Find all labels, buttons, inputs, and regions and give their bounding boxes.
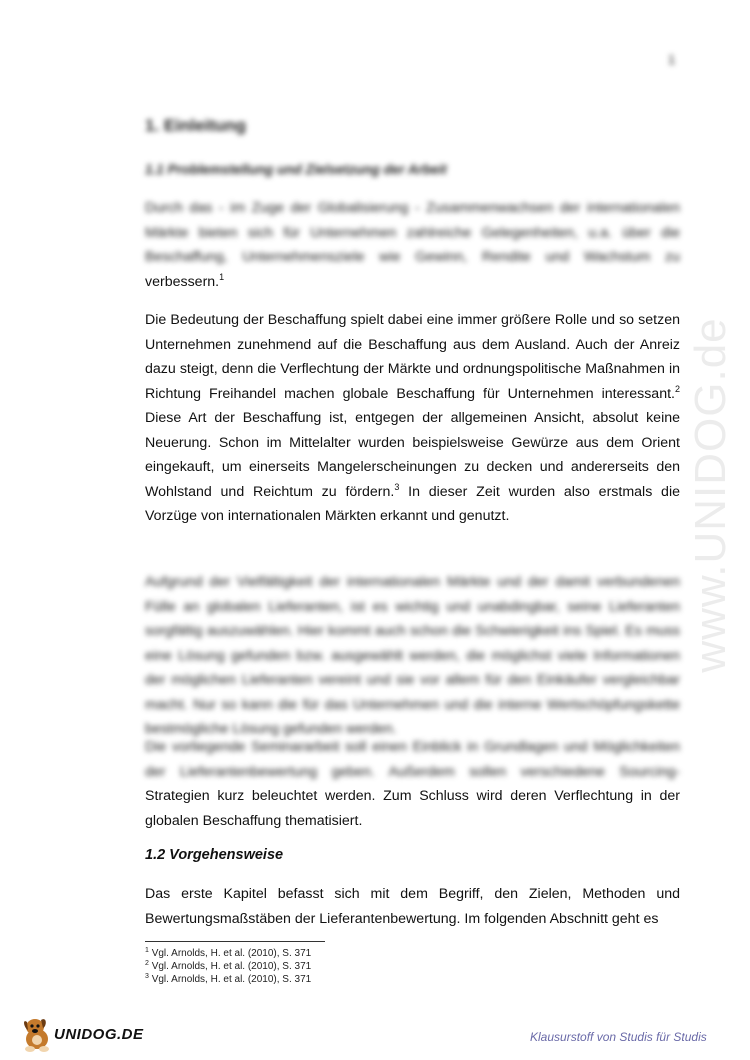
footnote-1: $^1$ Vgl. Arnolds, H. et al. (2010), S. 371	[145, 947, 312, 959]
watermark	[686, 245, 736, 745]
paragraph-intro-clear: verbessern.	[145, 273, 220, 290]
paragraph-bedeutung-part-b: Diese Art der Beschaffung ist, entgegen der allgemeinen Ansicht, absolut keine Neuerung. Schon im Mittelalter wurden beispielsweise Gewürze aus dem Orient eingekauft, um einerseits Mangelerscheinungen zu decken und andererseits den Wohlstand und Reichtum zu fördern.	[145, 410, 680, 500]
chapter-title: 1. Einleitung	[145, 116, 247, 135]
paragraph-vorgehensweise: Das erste Kapitel befasst sich mit dem Begriff, den Zielen, Methoden und Bewertungsmaßstäben der Lieferantenbewertung. Im folgenden Abschnitt geht es	[145, 886, 680, 927]
logo-text: UNIDOG.DE	[54, 1026, 144, 1043]
paragraph-seminararbeit	[145, 735, 680, 833]
footnote-3: $^3$ Vgl. Arnolds, H. et al. (2010), S. 371	[145, 973, 312, 985]
footnote-divider	[145, 941, 325, 942]
section-title-problemstellung: 1.1 Problemstellung und Zielsetzung der Arbeit	[145, 162, 447, 177]
paragraph-intro	[145, 196, 680, 294]
paragraph-bedeutung	[145, 308, 680, 529]
unidog-logo[interactable]	[20, 1012, 155, 1054]
paragraph-bedeutung-part-a: Die Bedeutung der Beschaffung spielt dabei eine immer größere Rolle und so setzen Unternehmen zunehmend auf die Beschaffung aus dem Ausland. Auch der Anreiz dazu steigt, denn die Verflechtung der Märkte und ordnungspolitische Maßnahmen in Richtung Freihandel machen globale Beschaffung für Unternehmen interessant.	[145, 312, 680, 402]
page-number: 1	[668, 52, 676, 67]
paragraph-seminararbeit-blurred: Die vorliegende Seminararbeit soll einen Einblick in Grundlagen und Möglichkeiten der Lieferantenbewertung geben. Außerdem sollen verschiedene Sourcing-	[145, 739, 680, 780]
watermark-text: www.UNIDOG.de	[686, 317, 735, 673]
tagline: Klausurstoff von Studis für Studis	[530, 1030, 707, 1044]
footnotes	[145, 947, 311, 986]
paragraph-bedeutung-part-c: In dieser Zeit wurden also erstmals die Vorzüge von internationalen Märkten erkannt und genutzt.	[145, 483, 680, 524]
footnote-ref-2: 2	[674, 383, 680, 394]
paragraph-vielfaeltigkeit: Aufgrund der Vielfältigkeit der internationalen Märkte und der damit verbundenen Fülle an globalen Lieferanten, ist es wichtig und unabdingbar, seine Lieferanten sorgfältig auszuwählen. Hier kommt auch schon die Schwierigkeit ins Spiel. Es muss eine Lösung gefunden bzw. ausgewählt werden, die möglichst viele Informationen der möglichen Lieferanten vereint und sie vor allem für den Einkäufer vergleichbar macht. Nur so kann die für das Unternehmen und die interne Wertschöpfungskette bestmögliche Lösung gefunden werden.	[145, 574, 680, 737]
footnote-ref-3: 3	[394, 481, 400, 492]
paragraph-seminararbeit-clear: Strategien kurz beleuchtet werden. Zum Schluss wird deren Verflechtung in der globalen Beschaffung thematisiert.	[145, 788, 680, 829]
paragraph-intro-blurred: Durch das - im Zuge der Globalisierung - Zusammenwachsen der internationalen Märkte bieten sich für Unternehmen zahlreiche Gelegenheiten, u.a. über die Beschaffung, Unternehmensziele wie Gewinn, Rendite und Wachstum zu	[145, 200, 680, 265]
section-title-vorgehensweise: 1.2 Vorgehensweise	[145, 847, 284, 863]
footnote-2: $^2$ Vgl. Arnolds, H. et al. (2010), S. 371	[145, 960, 312, 972]
footnote-ref-1: 1	[219, 271, 225, 282]
